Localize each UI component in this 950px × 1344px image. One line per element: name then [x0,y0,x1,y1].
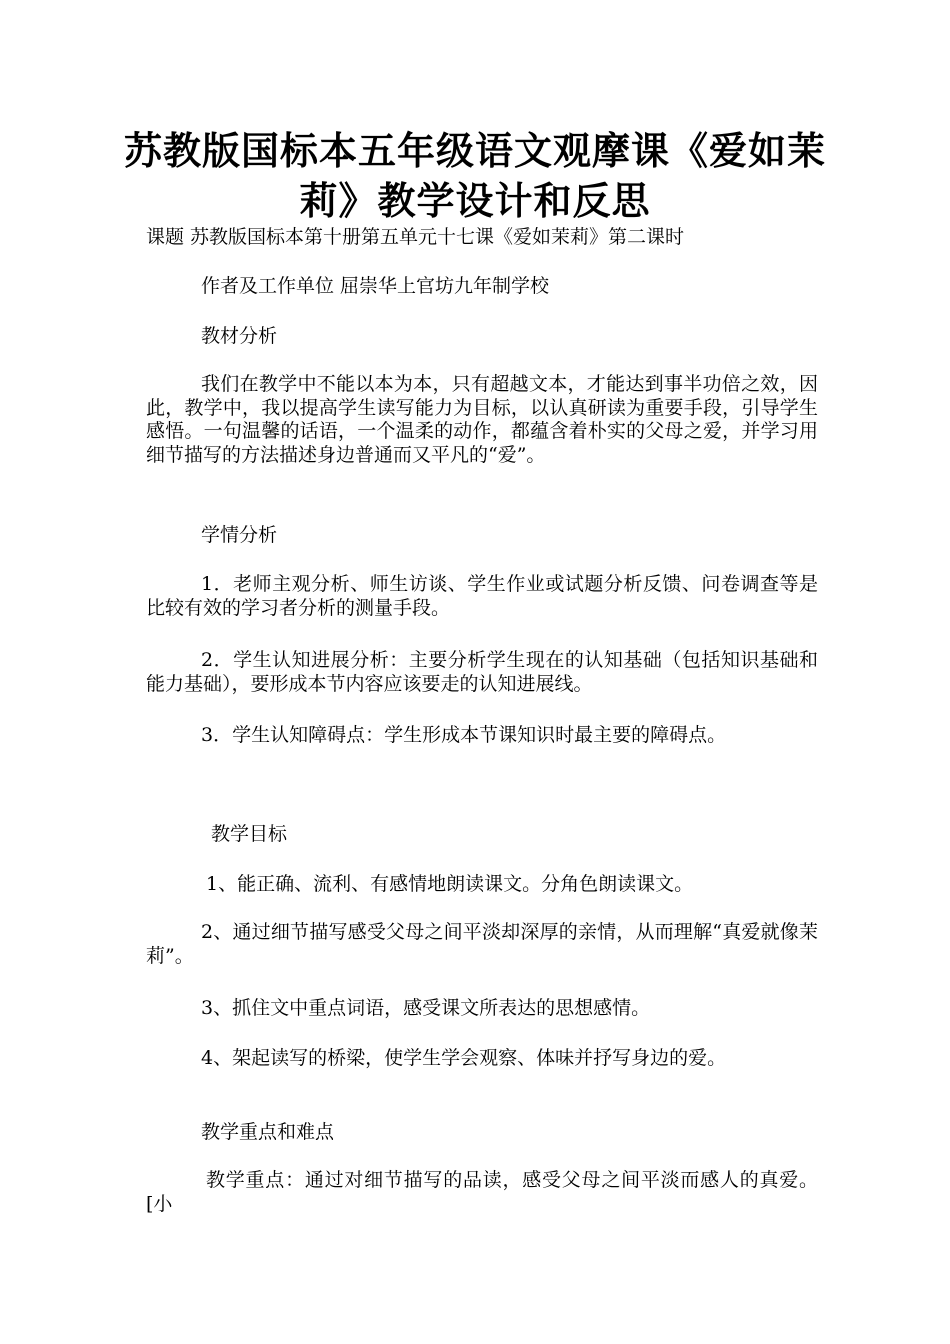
key-heading: 教学重点和难点 [201,1121,335,1143]
learner-heading: 学情分析 [201,524,278,546]
document-title: 苏教版国标本五年级语文观摩课《爱如茉莉》教学设计和反思 [123,128,826,223]
goal-item-2: 2、通过细节描写感受父母之间平淡却深厚的亲情，从而理解“真爱就像茉莉”。 [146,921,818,967]
learner-item-1: 1．老师主观分析、师生访谈、学生作业或试题分析反馈、问卷调查等是比较有效的学习者分析的测量手段。 [146,573,818,619]
material-heading: 教材分析 [201,325,278,347]
material-body: 我们在教学中不能以本为本，只有超越文本，才能达到事半功倍之效，因此，教学中，我以提高学生读写能力为目标，以认真研读为重要手段，引导学生感悟。一句温馨的话语，一个温柔的动作，都蕴含着朴实的父母之爱，并学习用细节描写的方法描述身边普通而又平凡的“爱”。 [146,373,818,466]
learner-item-3: 3．学生认知障碍点：学生形成本节课知识时最主要的障碍点。 [201,724,727,746]
goal-item-3: 3、抓住文中重点词语，感受课文所表达的思想感情。 [201,997,651,1019]
goal-item-1: 1、能正确、流利、有感情地朗读课文。分角色朗读课文。 [206,873,694,895]
author-line: 作者及工作单位 屈崇华上官坊九年制学校 [201,275,550,297]
key-body: 教学重点：通过对细节描写的品读，感受父母之间平淡而感人的真爱。[小 [146,1169,818,1215]
lesson-line: 课题 苏教版国标本第十册第五单元十七课《爱如茉莉》第二课时 [146,226,685,248]
goal-item-4: 4、架起读写的桥梁，使学生学会观察、体味并抒写身边的爱。 [201,1047,727,1069]
goals-heading: 教学目标 [211,823,288,845]
learner-item-2: 2．学生认知进展分析：主要分析学生现在的认知基础（包括知识基础和能力基础），要形成本节内容应该要走的认知进展线。 [146,649,818,695]
